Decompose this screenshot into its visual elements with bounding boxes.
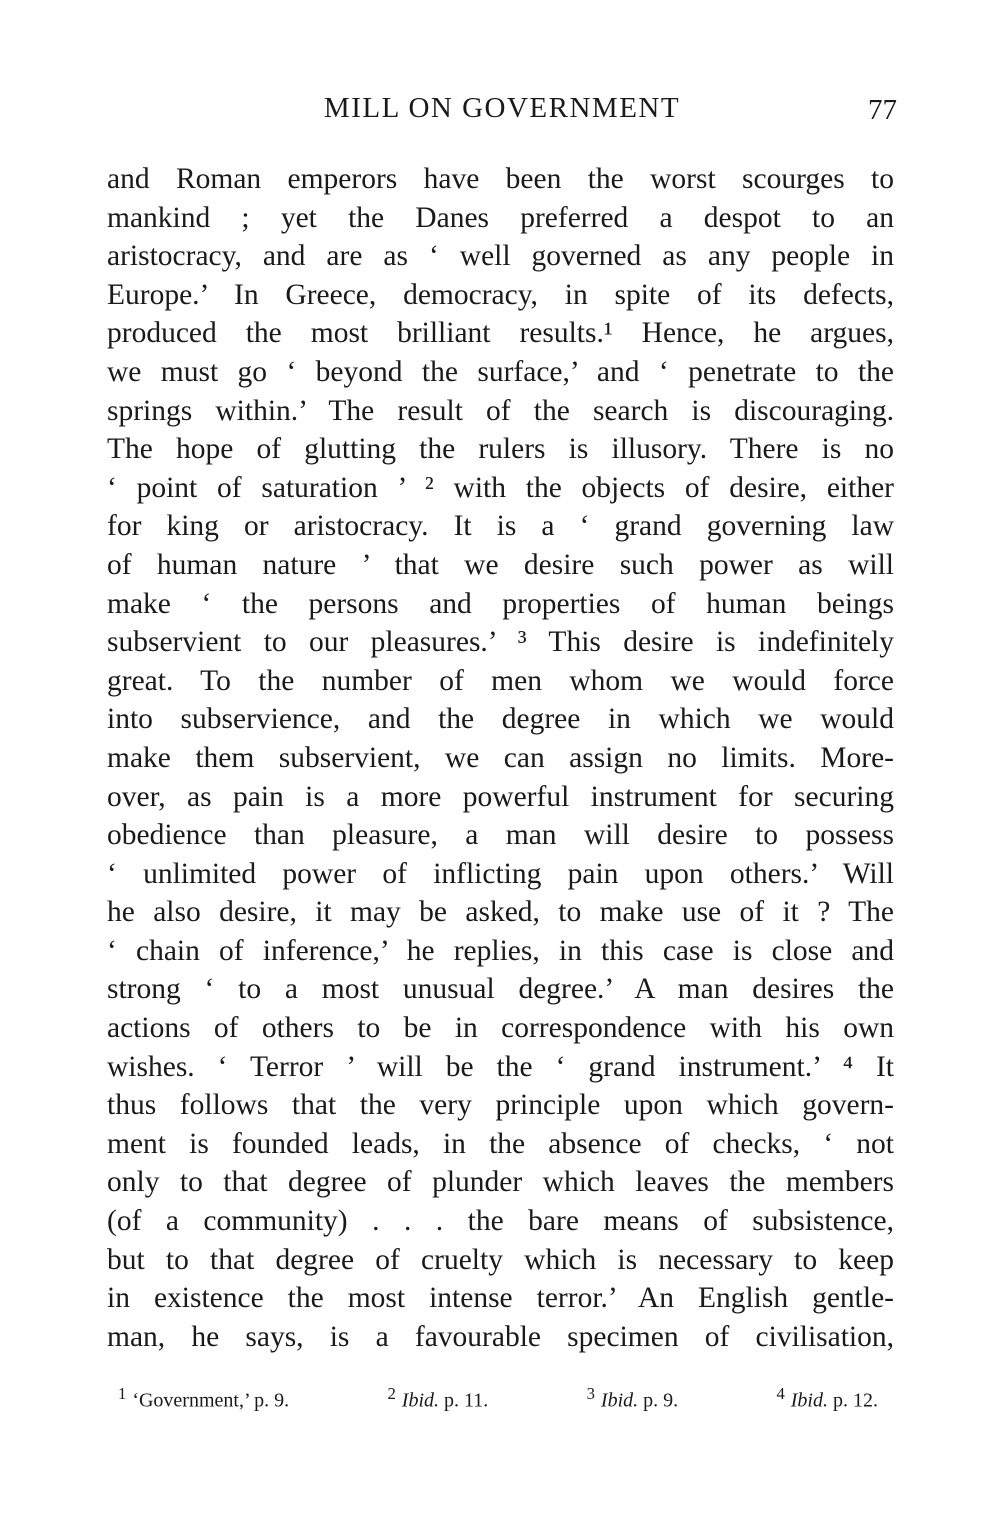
text-line: over, as pain is a more powerful instrument for securing [107, 780, 894, 813]
footnote-ibid: Ibid. [401, 1389, 439, 1412]
footnote [776, 1384, 878, 1413]
page-number: 77 [868, 94, 897, 126]
text-line: he also desire, it may be asked, to make use of it ? The [107, 896, 894, 929]
footnote-text: ‘Government,’ p. 9. [132, 1389, 290, 1412]
footnote-mark: 4 [776, 1384, 785, 1403]
footnote-ibid: Ibid. [600, 1389, 639, 1412]
text-line: only to that degree of plunder which leaves the members [107, 1166, 894, 1199]
text-line: into subservience, and the degree in which we would [107, 703, 894, 736]
text-line: strong ‘ to a most unusual degree.’ A man desires the [107, 973, 894, 1006]
text-line: but to that degree of cruelty which is necessary to keep [107, 1243, 894, 1276]
running-title: MILL ON GOVERNMENT [323, 92, 681, 124]
footnote-mark: 1 [118, 1384, 127, 1403]
text-line: wishes. ‘ Terror ’ will be the ‘ grand instrument.’ ⁴ It [107, 1050, 894, 1083]
text-line: actions of others to be in correspondence with his own [107, 1012, 894, 1045]
text-line: ment is founded leads, in the absence of checks, ‘ not [107, 1127, 894, 1160]
footnote-mark: 2 [387, 1384, 396, 1403]
footnotes [118, 1384, 878, 1413]
text-line: make ‘ the persons and properties of human beings [107, 587, 894, 620]
body-text [107, 160, 894, 1356]
text-line: in existence the most intense terror.’ An English gentle- [107, 1282, 894, 1315]
text-line: ‘ point of saturation ’ ² with the objects of desire, either [107, 471, 894, 504]
footnote-text: p. 9. [638, 1389, 679, 1412]
text-line: springs within.’ The result of the search is discouraging. [107, 394, 894, 427]
text-line: mankind ; yet the Danes preferred a despot to an [107, 201, 894, 234]
footnote-ibid: Ibid. [790, 1389, 828, 1412]
text-line: and Roman emperors have been the worst scourges to [107, 163, 894, 195]
footnote-text: p. 11. [439, 1389, 489, 1412]
text-line: Europe.’ In Greece, democracy, in spite of its defects, [107, 278, 894, 311]
text-line: (of a community) . . . the bare means of subsistence, [107, 1205, 894, 1238]
text-line: thus follows that the very principle upon which govern- [107, 1089, 894, 1122]
footnote-text: p. 12. [827, 1389, 878, 1412]
text-line: ‘ chain of inference,’ he replies, in this case is close and [107, 934, 894, 967]
text-line: ‘ unlimited power of inflicting pain upon others.’ Will [107, 857, 894, 890]
text-line: make them subservient, we can assign no limits. More- [107, 741, 894, 774]
footnote [118, 1384, 289, 1413]
footnote-mark: 3 [586, 1384, 595, 1403]
text-line: subservient to our pleasures.’ ³ This desire is indefinitely [107, 626, 894, 659]
footnote [587, 1384, 679, 1413]
text-line: obedience than pleasure, a man will desire to possess [107, 819, 894, 852]
text-line: great. To the number of men whom we would force [107, 664, 894, 697]
page-header [107, 92, 897, 136]
text-line: of human nature ’ that we desire such power as will [107, 548, 894, 581]
text-line: The hope of glutting the rulers is illusory. There is no [107, 433, 894, 466]
text-line: for king or aristocracy. It is a ‘ grand governing law [107, 510, 894, 543]
text-line: produced the most brilliant results.¹ Hence, he argues, [107, 317, 894, 350]
text-line: aristocracy, and are as ‘ well governed as any people in [107, 240, 894, 273]
text-line: we must go ‘ beyond the surface,’ and ‘ penetrate to the [107, 355, 894, 388]
text-line: man, he says, is a favourable specimen of civilisation, [107, 1320, 894, 1353]
footnote [387, 1384, 488, 1413]
